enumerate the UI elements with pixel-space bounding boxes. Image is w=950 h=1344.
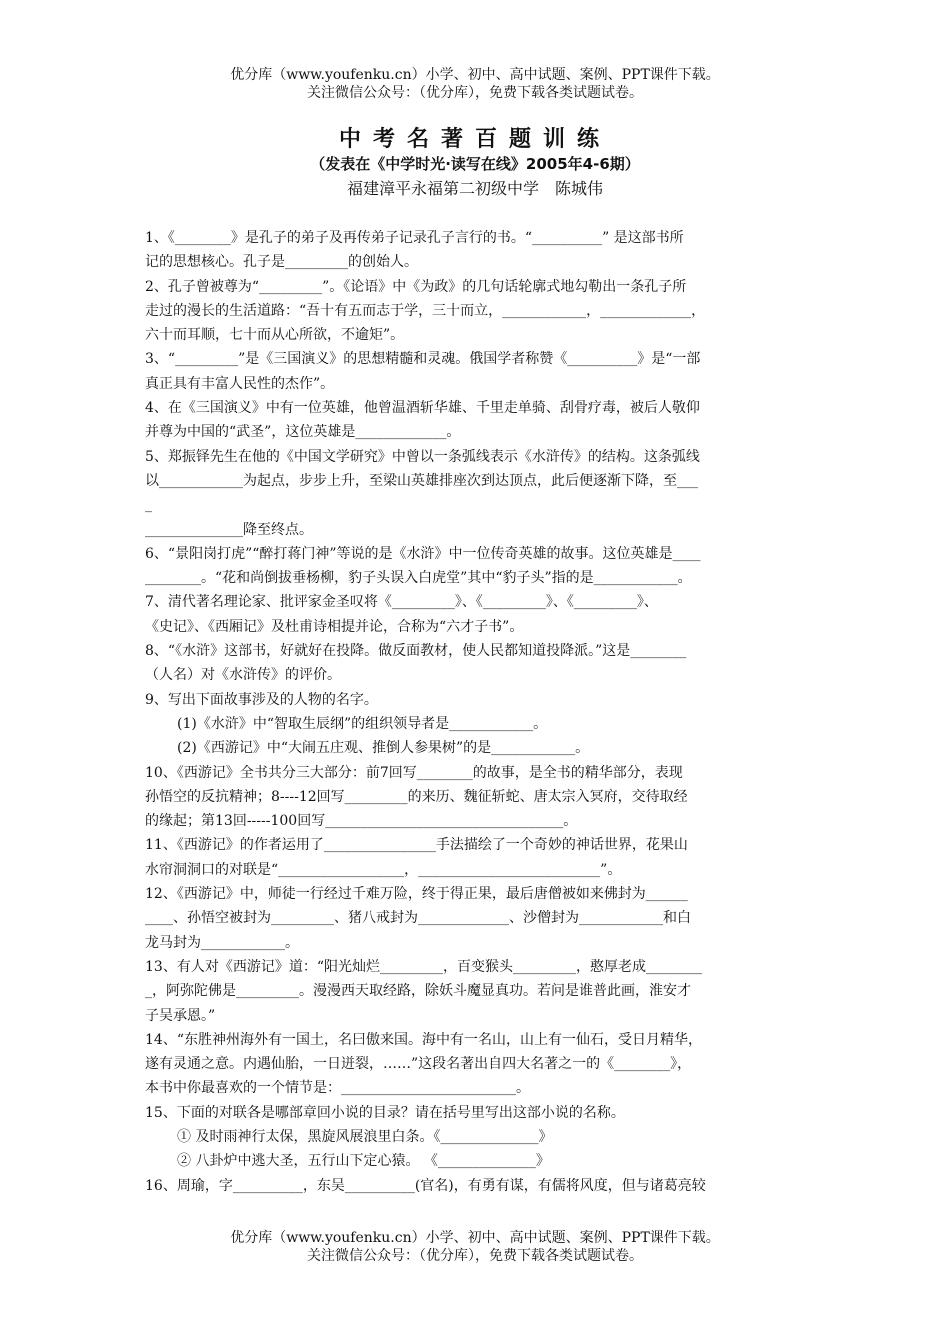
text-line: 记的思想核心。孔子是_________的创始人。 <box>145 254 418 271</box>
text-line: 的缘起；第13回-----100回写__________________________________。 <box>145 813 578 830</box>
text-line: 14、“东胜神州海外有一国土，名曰傲来国。海中有一名山，山上有一仙石，受日月精华， <box>145 1031 702 1048</box>
text-line: 6、“景阳岗打虎”“醉打蒋门神”等说的是《水浒》中一位传奇英雄的故事。这位英雄是____ <box>145 545 701 562</box>
text-line: (2)《西游记》中“大闹五庄观、推倒人参果树”的是____________。 <box>177 740 590 757</box>
header-line-2: 关注微信公众号：（优分库），免费下载各类试题试卷。 <box>307 85 643 101</box>
text-line: ① 及时雨神行太保，黑旋风展浪里白条。《______________》 <box>177 1128 553 1145</box>
text-line: 8、“《水浒》这部书，好就好在投降。做反面教材，使人民都知道投降派。”这是________ <box>145 643 687 660</box>
text-line: _，阿弥陀佛是_________。漫漫西天取经路，除妖斗魔显真功。若问是谁普此画，淮安才 <box>145 983 691 1000</box>
text-line: 走过的漫长的生活道路：“吾十有五而志于学，三十而立，____________，_____________， <box>145 302 706 319</box>
text-line: 11、《西游记》的作者运用了________________手法描绘了一个奇妙的神话世界，花果山 <box>145 837 688 854</box>
text-line: 5、郑振铎先生在他的《中国文学研究》中曾以一条弧线表示《水浒传》的结构。这条弧线 <box>145 448 700 465</box>
text-line: (1)《水浒》中“智取生辰纲”的组织领导者是____________。 <box>177 715 548 732</box>
text-line: 16、周瑜，字__________，东吴__________(官名)，有勇有谋，有儒将风度，但与诸葛亮较 <box>145 1177 706 1194</box>
document-title: 中考名著百题训练 <box>338 127 611 152</box>
text-line: 水帘洞洞口的对联是“__________________，__________________________”。 <box>145 861 622 878</box>
text-line: 13、有人对《西游记》道：“阳光灿烂_________，百变猴头_________，憨厚老成________ <box>145 958 702 975</box>
text-line: _ <box>145 497 152 514</box>
page-footer <box>0 1229 950 1265</box>
text-line: 9、写出下面故事涉及的人物的名字。 <box>145 691 378 708</box>
text-line: （人名）对《水浒传》的评价。 <box>145 667 341 684</box>
text-line: 遂有灵通之意。内遇仙胎，一日迸裂，……”这段名著出自四大名著之一的《________》， <box>145 1056 692 1073</box>
text-line: 7、清代著名理论家、批评家金圣叹将《_________》、《_________》、《_________》、 <box>145 594 658 611</box>
text-line: 六十而耳顺，七十而从心所欲，不逾矩”。 <box>145 327 405 344</box>
text-line: 本书中你最喜欢的一个情节是：_________________________。 <box>145 1080 530 1097</box>
text-line: 1、《________》是孔子的弟子及再传弟子记录孔子言行的书。“__________” 是这部书所 <box>145 230 684 246</box>
header-line-1: 优分库（www.youfenku.cn）小学、初中、高中试题、案例、PPT课件下载。 <box>230 67 720 83</box>
text-line: ② 八卦炉中逃大圣，五行山下定心猿。 《______________》 <box>177 1153 550 1170</box>
footer-line-1: 优分库（www.youfenku.cn）小学、初中、高中试题、案例、PPT课件下载。 <box>230 1230 720 1246</box>
text-line: 真正具有丰富人民性的杰作”。 <box>145 375 335 392</box>
text-line: 2、孔子曾被尊为“_________”。《论语》中《为政》的几句话轮廓式地勾勒出一条孔子所 <box>145 278 687 295</box>
question-body <box>145 226 811 1198</box>
text-line: 3、“_________”是《三国演义》的思想精髓和灵魂。俄国学者称赞《__________》是“一部 <box>145 351 701 368</box>
text-line: 《史记》、《西厢记》及杜甫诗相提并论，合称为“六才子书”。 <box>145 618 524 635</box>
text-line: 孙悟空的反抗精神；8----12回写_________的来历、魏征斩蛇、唐太宗入冥府，交待取经 <box>145 788 688 805</box>
text-line: 以____________为起点，步步上升，至梁山英雄排座次到达顶点，此后便逐渐下降，至___ <box>145 472 698 489</box>
text-line: ______________降至终点。 <box>145 521 313 538</box>
text-line: 龙马封为____________。 <box>145 934 299 951</box>
document-subtitle: （发表在《中学时光·读写在线》2005年4-6期） <box>310 155 640 173</box>
text-line: 15、下面的对联各是哪部章回小说的目录？请在括号里写出这部小说的名称。 <box>145 1104 625 1121</box>
document-author: 福建漳平永福第二初级中学 陈城伟 <box>346 179 603 198</box>
text-line: ________。“花和尚倒拔垂杨柳，豹子头误入白虎堂”其中“豹子头”指的是____________。 <box>145 570 692 587</box>
page-header <box>0 66 950 102</box>
text-line: 10、《西游记》全书共分三大部分：前7回写________的故事，是全书的精华部分，表现 <box>145 764 683 781</box>
text-line: ____、孙悟空被封为_________、猪八戒封为_____________、沙僧封为____________和白 <box>145 910 691 927</box>
footer-line-2: 关注微信公众号：（优分库），免费下载各类试题试卷。 <box>307 1248 643 1264</box>
text-line: 12、《西游记》中，师徒一行经过千难万险，终于得正果，最后唐僧被如来佛封为______ <box>145 886 688 903</box>
text-line: 并尊为中国的“武圣”，这位英雄是_____________。 <box>145 424 461 441</box>
text-line: 4、在《三国演义》中有一位英雄，他曾温酒斩华雄、千里走单骑、刮骨疗毒，被后人敬仰 <box>145 400 700 417</box>
text-line: 子吴承恩。” <box>145 1007 216 1024</box>
